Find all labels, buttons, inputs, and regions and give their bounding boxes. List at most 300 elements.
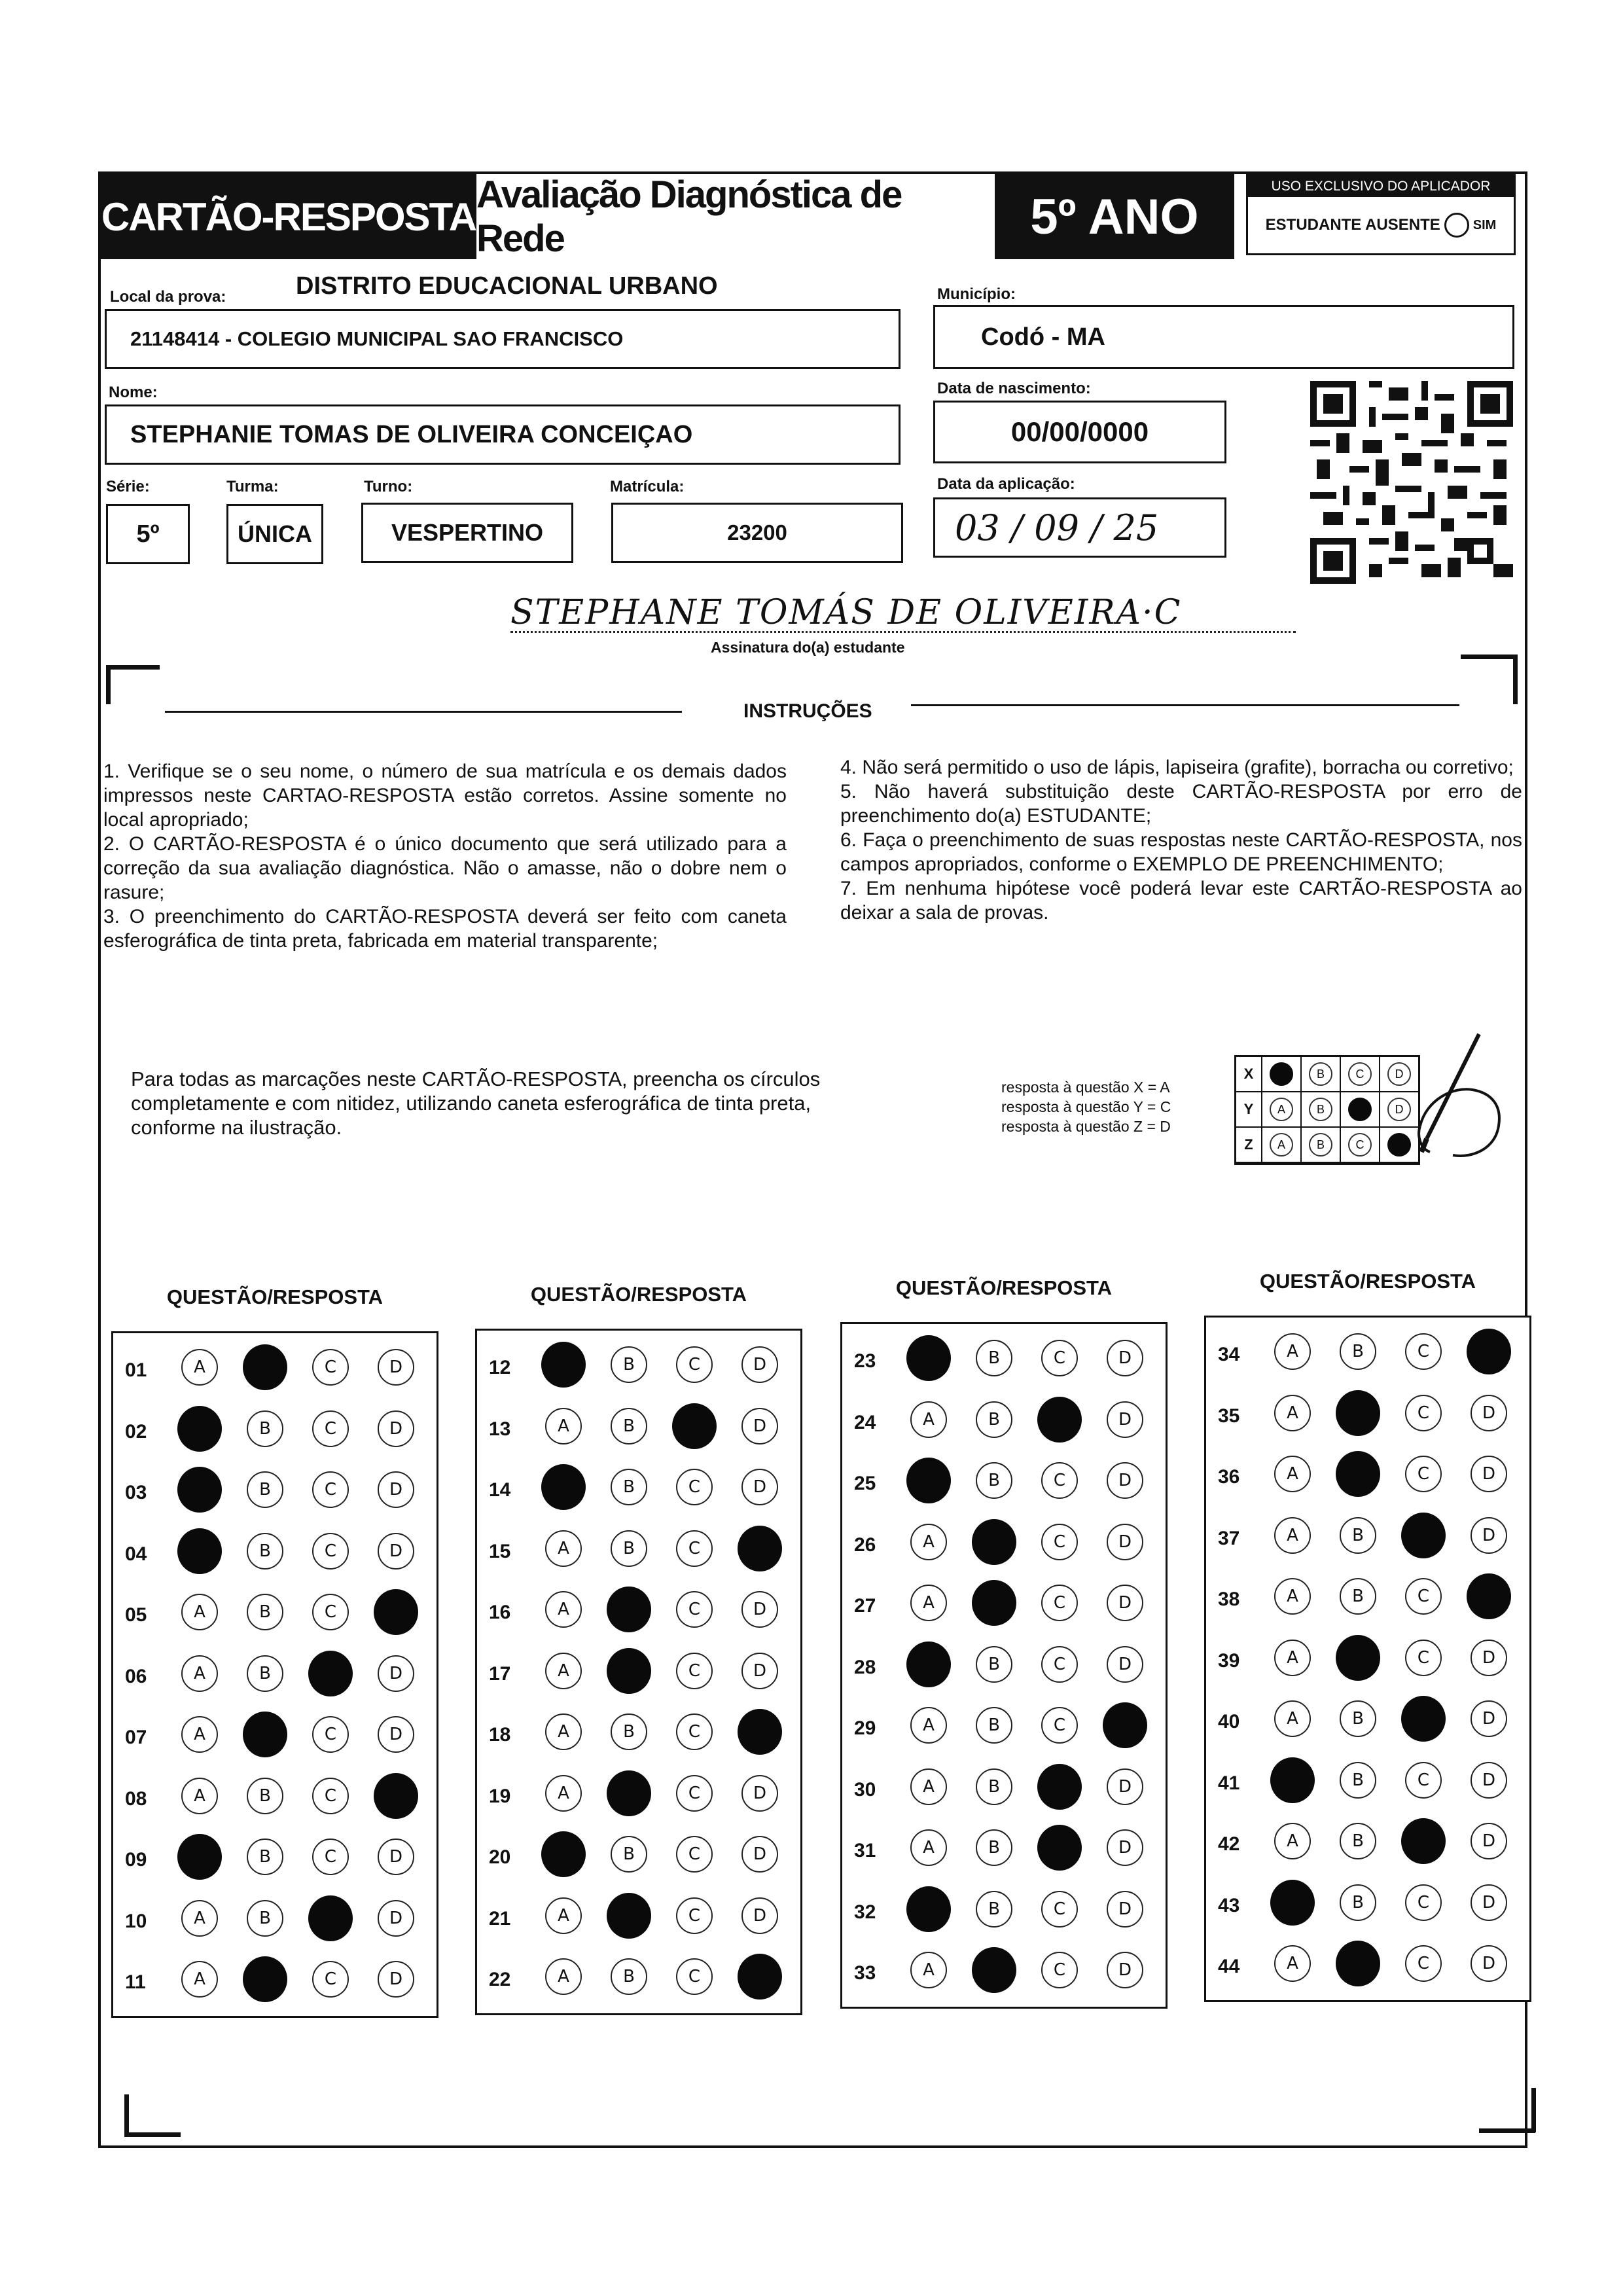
answer-row-05 [113, 1587, 437, 1640]
answer-row-40 [1206, 1694, 1529, 1746]
bubble-17-d[interactable]: D [741, 1653, 778, 1689]
bubble-38-b[interactable]: B [1340, 1578, 1376, 1615]
municipio-label: Município: [937, 285, 1016, 303]
bubble-22-a[interactable]: A [545, 1958, 582, 1995]
question-number: 40 [1218, 1711, 1240, 1732]
instructions-rule-right [911, 704, 1459, 706]
bubble-22-b[interactable]: B [611, 1958, 647, 1995]
bubble-21-c[interactable]: C [676, 1897, 713, 1934]
bubble-01-c[interactable]: C [312, 1349, 349, 1386]
bubble-35-d[interactable]: D [1471, 1395, 1507, 1431]
answer-row-01 [113, 1342, 437, 1395]
bubble-08-d[interactable] [374, 1773, 418, 1819]
bubble-40-a[interactable]: A [1274, 1700, 1311, 1737]
example-bubble-y-c [1348, 1098, 1372, 1121]
column-title: QUESTÃO/RESPOSTA [166, 1285, 383, 1308]
bubble-10-c[interactable] [308, 1895, 353, 1941]
question-number: 11 [125, 1971, 146, 1993]
corner-mark-br-v [1531, 2088, 1536, 2132]
bubble-05-a[interactable]: A [181, 1594, 218, 1630]
bubble-16-a[interactable]: A [545, 1591, 582, 1628]
instruction-4: 4. Não será permitido o uso de lápis, lapiseira (grafite), borracha ou corretivo; [840, 757, 1514, 778]
question-number: 13 [489, 1418, 511, 1440]
bubble-25-d[interactable]: D [1107, 1462, 1143, 1499]
bubble-01-b[interactable] [243, 1344, 287, 1390]
example-text: Para todas as marcações neste CARTÃO-RESPOSTA, preencha os círculos completamente e com nitidez, utilizando caneta esferográfica de tinta preta, conforme na ilustração. [131, 1067, 821, 1139]
bubble-11-c[interactable]: C [312, 1961, 349, 1998]
bubble-17-b[interactable] [607, 1648, 651, 1694]
question-number: 14 [489, 1479, 511, 1501]
bubble-29-b[interactable]: B [976, 1707, 1012, 1744]
example-answer-z: resposta à questão Z = D [1001, 1118, 1171, 1135]
bubble-11-b[interactable] [243, 1956, 287, 2002]
bubble-04-c[interactable]: C [312, 1533, 349, 1570]
matricula-value: 23200 [727, 520, 787, 545]
bubble-24-b[interactable]: B [976, 1401, 1012, 1438]
question-number: 35 [1218, 1405, 1240, 1427]
bubble-40-d[interactable]: D [1471, 1700, 1507, 1737]
bubble-09-b[interactable]: B [247, 1839, 283, 1875]
bubble-15-d[interactable] [738, 1526, 782, 1571]
municipio-value: Codó - MA [981, 323, 1105, 351]
bubble-23-b[interactable]: B [976, 1340, 1012, 1376]
bubble-35-a[interactable]: A [1274, 1395, 1311, 1431]
bubble-05-b[interactable]: B [247, 1594, 283, 1630]
bubble-37-b[interactable]: B [1340, 1517, 1376, 1554]
bubble-29-a[interactable]: A [910, 1707, 947, 1744]
example-cell [1341, 1092, 1380, 1128]
bubble-39-d[interactable]: D [1471, 1640, 1507, 1676]
bubble-37-d[interactable]: D [1471, 1517, 1507, 1554]
bubble-29-d[interactable] [1103, 1702, 1147, 1748]
answer-row-30 [842, 1762, 1166, 1814]
answer-row-27 [842, 1578, 1166, 1630]
bubble-32-d[interactable]: D [1107, 1891, 1143, 1928]
bubble-21-d[interactable]: D [741, 1897, 778, 1934]
bubble-30-c[interactable] [1037, 1764, 1082, 1810]
corner-mark-tr [1461, 655, 1517, 659]
answer-column [840, 1322, 1168, 2009]
bubble-16-c[interactable]: C [676, 1591, 713, 1628]
bubble-17-c[interactable]: C [676, 1653, 713, 1689]
bubble-29-c[interactable]: C [1041, 1707, 1078, 1744]
bubble-12-a[interactable] [541, 1342, 586, 1388]
corner-mark-bl [124, 2132, 181, 2137]
bubble-23-d[interactable]: D [1107, 1340, 1143, 1376]
bubble-17-a[interactable]: A [545, 1653, 582, 1689]
bubble-35-c[interactable]: C [1405, 1395, 1442, 1431]
bubble-42-d[interactable]: D [1471, 1823, 1507, 1859]
question-number: 10 [125, 1910, 147, 1932]
question-number: 39 [1218, 1649, 1240, 1672]
bubble-34-c[interactable]: C [1405, 1333, 1442, 1370]
bubble-02-c[interactable]: C [312, 1410, 349, 1447]
signature[interactable]: STEPHANE TOMÁS DE OLIVEIRA·C [510, 594, 1296, 633]
question-number: 25 [854, 1473, 876, 1494]
bubble-07-c[interactable]: C [312, 1716, 349, 1753]
question-number: 27 [854, 1595, 876, 1617]
example-bubble-y-a: A [1270, 1098, 1293, 1121]
bubble-01-d[interactable]: D [378, 1349, 414, 1386]
bubble-09-a[interactable] [177, 1834, 222, 1880]
bubble-06-b[interactable]: B [247, 1655, 283, 1692]
bubble-21-b[interactable] [607, 1893, 651, 1939]
nome-label: Nome: [109, 384, 158, 401]
serie-field [106, 504, 190, 564]
question-number: 08 [125, 1787, 147, 1810]
bubble-39-b[interactable] [1336, 1635, 1380, 1681]
bubble-39-c[interactable]: C [1405, 1640, 1442, 1676]
answer-row-42 [1206, 1816, 1529, 1869]
answer-row-24 [842, 1395, 1166, 1447]
answer-row-14 [477, 1462, 800, 1515]
bubble-15-c[interactable]: C [676, 1530, 713, 1567]
bubble-01-a[interactable]: A [181, 1349, 218, 1386]
bubble-26-a[interactable]: A [910, 1524, 947, 1560]
instructions-title: INSTRUÇÕES [743, 700, 872, 722]
serie-label: Série: [106, 478, 150, 495]
bubble-37-c[interactable] [1401, 1513, 1446, 1558]
bubble-28-d[interactable]: D [1107, 1646, 1143, 1683]
bubble-18-c[interactable]: C [676, 1713, 713, 1750]
answer-row-43 [1206, 1878, 1529, 1930]
question-number: 15 [489, 1540, 511, 1562]
bubble-25-a[interactable] [906, 1458, 951, 1503]
question-number: 31 [854, 1840, 876, 1861]
bubble-27-a[interactable]: A [910, 1585, 947, 1621]
bubble-37-a[interactable]: A [1274, 1517, 1311, 1554]
example-cell [1262, 1092, 1302, 1128]
bubble-18-a[interactable]: A [545, 1713, 582, 1750]
answer-column [111, 1331, 438, 2018]
question-number: 29 [854, 1717, 876, 1739]
corner-mark-br [1479, 2128, 1535, 2133]
bubble-02-d[interactable]: D [378, 1410, 414, 1447]
applicator-title: USO EXCLUSIVO DO APLICADOR [1248, 176, 1514, 197]
example-bubble-x-b: B [1309, 1062, 1332, 1086]
bubble-02-a[interactable] [177, 1406, 222, 1452]
bubble-04-b[interactable]: B [247, 1533, 283, 1570]
question-number: 12 [489, 1357, 511, 1378]
answer-row-17 [477, 1646, 800, 1698]
answer-row-16 [477, 1585, 800, 1637]
bubble-36-c[interactable]: C [1405, 1456, 1442, 1492]
bubble-13-a[interactable]: A [545, 1408, 582, 1444]
bubble-34-d[interactable] [1467, 1329, 1511, 1374]
bubble-20-c[interactable]: C [676, 1836, 713, 1873]
example-answer-x: resposta à questão X = A [1001, 1079, 1170, 1096]
bubble-20-a[interactable] [541, 1831, 586, 1877]
question-number: 16 [489, 1602, 511, 1623]
bubble-13-d[interactable]: D [741, 1408, 778, 1444]
bubble-41-b[interactable]: B [1340, 1762, 1376, 1799]
exam-title: Avaliação Diagnóstica de Rede [476, 174, 995, 259]
answer-row-31 [842, 1823, 1166, 1875]
bubble-40-c[interactable] [1401, 1696, 1446, 1742]
bubble-44-c[interactable]: C [1405, 1945, 1442, 1982]
applicator-box [1246, 174, 1516, 255]
bubble-03-d[interactable]: D [378, 1471, 414, 1508]
answer-row-07 [113, 1710, 437, 1762]
question-number: 28 [854, 1656, 876, 1678]
answer-row-26 [842, 1517, 1166, 1570]
bubble-08-b[interactable]: B [247, 1778, 283, 1814]
instruction-1: 1. Verifique se o seu nome, o número de sua matrícula e os demais dados impressos neste CARTAO-RESPOSTA estão corretos. Assine somente no local apropriado; [103, 761, 787, 831]
bubble-42-a[interactable]: A [1274, 1823, 1311, 1859]
bubble-25-c[interactable]: C [1041, 1462, 1078, 1499]
answer-row-09 [113, 1832, 437, 1884]
bubble-10-b[interactable]: B [247, 1900, 283, 1937]
answer-row-08 [113, 1771, 437, 1823]
bubble-19-b[interactable] [607, 1770, 651, 1816]
bubble-44-b[interactable] [1336, 1941, 1380, 1986]
grade-badge: 5º ANO [995, 174, 1234, 259]
absent-label: ESTUDANTE AUSENTE [1265, 216, 1440, 234]
bubble-24-c[interactable] [1037, 1397, 1082, 1443]
bubble-34-b[interactable]: B [1340, 1333, 1376, 1370]
bubble-40-b[interactable]: B [1340, 1700, 1376, 1737]
bubble-36-a[interactable]: A [1274, 1456, 1311, 1492]
question-number: 36 [1218, 1466, 1240, 1488]
bubble-32-c[interactable]: C [1041, 1891, 1078, 1928]
bubble-43-a[interactable] [1270, 1880, 1315, 1926]
answer-row-02 [113, 1404, 437, 1456]
bubble-32-b[interactable]: B [976, 1891, 1012, 1928]
bubble-08-c[interactable]: C [312, 1778, 349, 1814]
question-number: 18 [489, 1724, 511, 1746]
bubble-05-d[interactable] [374, 1589, 418, 1635]
bubble-12-b[interactable]: B [611, 1346, 647, 1383]
bubble-15-b[interactable]: B [611, 1530, 647, 1567]
question-number: 44 [1218, 1956, 1240, 1977]
bubble-34-a[interactable]: A [1274, 1333, 1311, 1370]
bubble-41-d[interactable]: D [1471, 1762, 1507, 1799]
bubble-33-b[interactable] [972, 1947, 1016, 1993]
example-row-label: Z [1236, 1128, 1262, 1163]
bubble-31-b[interactable]: B [976, 1829, 1012, 1866]
bubble-44-a[interactable]: A [1274, 1945, 1311, 1982]
bubble-14-a[interactable] [541, 1464, 586, 1510]
bubble-38-d[interactable] [1467, 1573, 1511, 1619]
question-number: 20 [489, 1846, 511, 1868]
instructions-rule-left [165, 711, 682, 713]
example-row-label: Y [1236, 1092, 1262, 1128]
bubble-36-d[interactable]: D [1471, 1456, 1507, 1492]
local-district: DISTRITO EDUCACIONAL URBANO [296, 272, 718, 300]
example-bubble-x-d: D [1387, 1062, 1411, 1086]
bubble-28-b[interactable]: B [976, 1646, 1012, 1683]
question-number: 24 [854, 1411, 876, 1433]
bubble-03-c[interactable]: C [312, 1471, 349, 1508]
bubble-13-b[interactable]: B [611, 1408, 647, 1444]
bubble-07-b[interactable] [243, 1712, 287, 1757]
bubble-31-a[interactable]: A [910, 1829, 947, 1866]
qr-code-icon [1310, 381, 1513, 584]
bubble-15-a[interactable]: A [545, 1530, 582, 1567]
bubble-10-a[interactable]: A [181, 1900, 218, 1937]
bubble-38-a[interactable]: A [1274, 1578, 1311, 1615]
answer-row-22 [477, 1952, 800, 2004]
bubble-12-d[interactable]: D [741, 1346, 778, 1383]
bubble-30-d[interactable]: D [1107, 1768, 1143, 1805]
answer-row-29 [842, 1700, 1166, 1753]
bubble-32-a[interactable] [906, 1886, 951, 1932]
bubble-19-c[interactable]: C [676, 1775, 713, 1812]
bubble-19-d[interactable]: D [741, 1775, 778, 1812]
column-title: QUESTÃO/RESPOSTA [895, 1276, 1113, 1299]
answer-row-06 [113, 1649, 437, 1701]
bubble-14-d[interactable]: D [741, 1469, 778, 1505]
question-number: 38 [1218, 1588, 1240, 1610]
bubble-07-a[interactable]: A [181, 1716, 218, 1753]
question-number: 26 [854, 1534, 876, 1556]
column-title: QUESTÃO/RESPOSTA [1259, 1270, 1476, 1293]
example-answers [1001, 1077, 1171, 1136]
card-title: CARTÃO-RESPOSTA [101, 174, 476, 259]
nascimento-field [933, 401, 1226, 463]
bubble-33-d[interactable]: D [1107, 1952, 1143, 1988]
instruction-2: 2. O CARTÃO-RESPOSTA é o único documento que será utilizado para a correção da sua avaliação diagnóstica. Não o amasse, não o dobre nem o rasure; [103, 833, 787, 903]
aplicacao-field[interactable] [933, 497, 1226, 558]
corner-mark-tl [106, 665, 160, 670]
bubble-27-d[interactable]: D [1107, 1585, 1143, 1621]
school-value: 21148414 - COLEGIO MUNICIPAL SAO FRANCISCO [130, 327, 624, 350]
bubble-10-d[interactable]: D [378, 1900, 414, 1937]
question-number: 37 [1218, 1527, 1240, 1549]
corner-mark-tr-v [1513, 655, 1518, 704]
example-bubble-y-b: B [1309, 1098, 1332, 1121]
bubble-03-a[interactable] [177, 1467, 222, 1513]
question-number: 43 [1218, 1894, 1240, 1916]
question-number: 04 [125, 1543, 147, 1565]
corner-mark-bl-v [124, 2094, 129, 2136]
bubble-05-c[interactable]: C [312, 1594, 349, 1630]
bubble-27-b[interactable] [972, 1580, 1016, 1626]
example-cell [1262, 1057, 1302, 1092]
bubble-11-d[interactable]: D [378, 1961, 414, 1998]
municipio-field [933, 305, 1514, 369]
example-cell [1302, 1092, 1341, 1128]
bubble-28-c[interactable]: C [1041, 1646, 1078, 1683]
bubble-02-b[interactable]: B [247, 1410, 283, 1447]
bubble-42-c[interactable] [1401, 1818, 1446, 1864]
bubble-43-b[interactable]: B [1340, 1884, 1376, 1921]
answer-row-44 [1206, 1939, 1529, 1991]
bubble-44-d[interactable]: D [1471, 1945, 1507, 1982]
bubble-26-b[interactable] [972, 1519, 1016, 1565]
bubble-20-b[interactable]: B [611, 1836, 647, 1873]
nome-value: STEPHANIE TOMAS DE OLIVEIRA CONCEIÇAO [130, 420, 693, 448]
bubble-16-d[interactable]: D [741, 1591, 778, 1628]
bubble-42-b[interactable]: B [1340, 1823, 1376, 1859]
bubble-25-b[interactable]: B [976, 1462, 1012, 1499]
example-cell [1341, 1128, 1380, 1163]
bubble-31-d[interactable]: D [1107, 1829, 1143, 1866]
bubble-14-b[interactable]: B [611, 1469, 647, 1505]
absent-checkbox[interactable] [1444, 213, 1469, 238]
question-number: 33 [854, 1962, 876, 1984]
bubble-21-a[interactable]: A [545, 1897, 582, 1934]
bubble-41-c[interactable]: C [1405, 1762, 1442, 1799]
bubble-13-c[interactable] [672, 1403, 717, 1449]
bubble-31-c[interactable] [1037, 1825, 1082, 1871]
bubble-30-b[interactable]: B [976, 1768, 1012, 1805]
bubble-14-c[interactable]: C [676, 1469, 713, 1505]
example-bubble-x-c: C [1348, 1062, 1372, 1086]
instruction-5: 5. Não haverá substituição deste CARTÃO-RESPOSTA por erro de preenchimento do(a) ESTUDANTE; [840, 781, 1522, 827]
answer-row-33 [842, 1945, 1166, 1998]
bubble-43-c[interactable]: C [1405, 1884, 1442, 1921]
example-bubble-y-d: D [1387, 1098, 1411, 1121]
bubble-06-c[interactable] [308, 1651, 353, 1696]
bubble-12-c[interactable]: C [676, 1346, 713, 1383]
question-number: 32 [854, 1901, 876, 1923]
bubble-36-b[interactable] [1336, 1451, 1380, 1497]
bubble-24-a[interactable]: A [910, 1401, 947, 1438]
bubble-04-d[interactable]: D [378, 1533, 414, 1570]
bubble-18-d[interactable] [738, 1709, 782, 1755]
signature-label: Assinatura do(a) estudante [711, 639, 905, 656]
example-cell [1302, 1128, 1341, 1163]
answer-row-35 [1206, 1388, 1529, 1441]
bubble-27-c[interactable]: C [1041, 1585, 1078, 1621]
bubble-08-a[interactable]: A [181, 1778, 218, 1814]
answer-row-28 [842, 1640, 1166, 1692]
bubble-03-b[interactable]: B [247, 1471, 283, 1508]
turno-field [361, 503, 573, 563]
bubble-07-d[interactable]: D [378, 1716, 414, 1753]
bubble-33-c[interactable]: C [1041, 1952, 1078, 1988]
bubble-43-d[interactable]: D [1471, 1884, 1507, 1921]
question-number: 05 [125, 1604, 147, 1626]
school-field [105, 309, 901, 369]
bubble-28-a[interactable] [906, 1641, 951, 1687]
bubble-04-a[interactable] [177, 1528, 222, 1574]
bubble-09-d[interactable]: D [378, 1839, 414, 1875]
bubble-22-d[interactable] [738, 1954, 782, 2000]
bubble-39-a[interactable]: A [1274, 1640, 1311, 1676]
bubble-23-c[interactable]: C [1041, 1340, 1078, 1376]
bubble-06-d[interactable]: D [378, 1655, 414, 1692]
answer-row-20 [477, 1829, 800, 1882]
bubble-26-d[interactable]: D [1107, 1524, 1143, 1560]
nome-field [105, 404, 901, 465]
bubble-35-b[interactable] [1336, 1390, 1380, 1436]
bubble-09-c[interactable]: C [312, 1839, 349, 1875]
bubble-24-d[interactable]: D [1107, 1401, 1143, 1438]
bubble-23-a[interactable] [906, 1335, 951, 1381]
question-number: 06 [125, 1665, 147, 1687]
example-cell [1262, 1128, 1302, 1163]
bubble-16-b[interactable] [607, 1587, 651, 1632]
bubble-38-c[interactable]: C [1405, 1578, 1442, 1615]
bubble-41-a[interactable] [1270, 1757, 1315, 1803]
bubble-26-c[interactable]: C [1041, 1524, 1078, 1560]
bubble-30-a[interactable]: A [910, 1768, 947, 1805]
answer-row-36 [1206, 1449, 1529, 1501]
question-number: 17 [489, 1662, 511, 1685]
bubble-18-b[interactable]: B [611, 1713, 647, 1750]
bubble-11-a[interactable]: A [181, 1961, 218, 1998]
example-cell [1341, 1057, 1380, 1092]
instructions-left [103, 759, 787, 953]
bubble-19-a[interactable]: A [545, 1775, 582, 1812]
bubble-33-a[interactable]: A [910, 1952, 947, 1988]
bubble-22-c[interactable]: C [676, 1958, 713, 1995]
bubble-06-a[interactable]: A [181, 1655, 218, 1692]
bubble-20-d[interactable]: D [741, 1836, 778, 1873]
question-number: 23 [854, 1350, 876, 1372]
